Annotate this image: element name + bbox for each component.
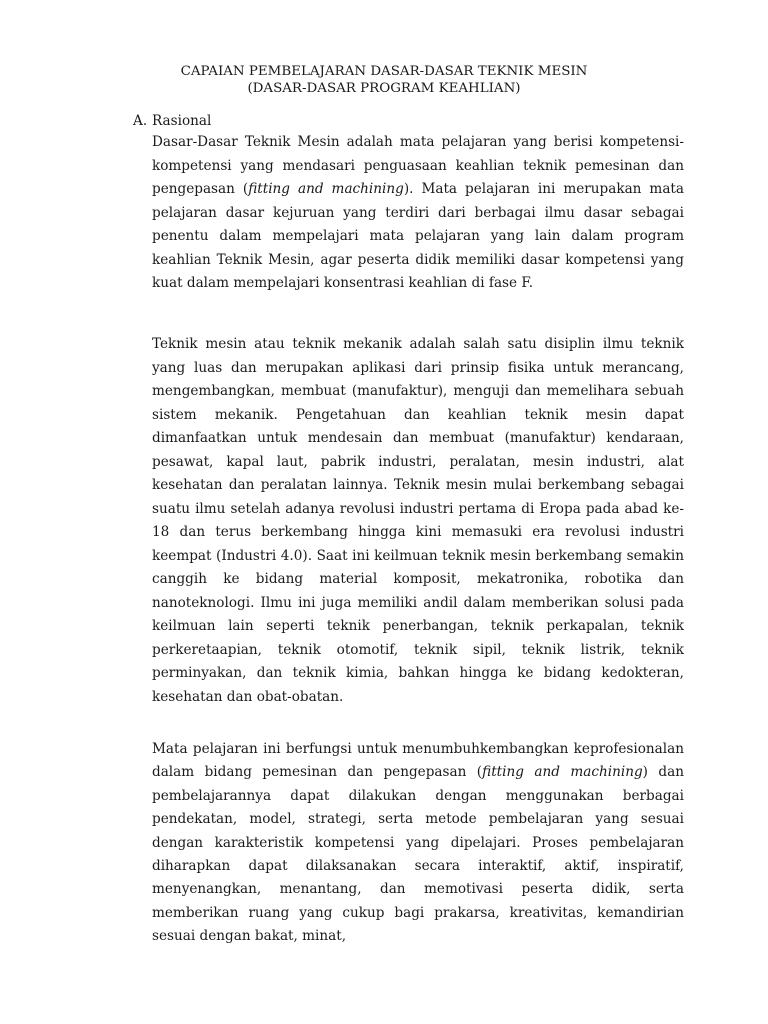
section-letter: A. <box>133 113 148 129</box>
paragraph-1 <box>152 131 684 296</box>
document-title-line-2: (DASAR-DASAR PROGRAM KEAHLIAN) <box>247 81 521 96</box>
paragraph-3-italic: fitting and machining <box>482 764 643 781</box>
paragraph-3-text-end: ) dan pembelajarannya dapat dilakukan dengan menggunakan berbagai pendekatan, model, strategi, serta metode pembelajaran yang sesuai dengan karakteristik kompetensi yang dipelajari. Proses pembelajaran diharapkan dapat dilaksanakan secara interaktif, aktif, inspiratif, menyenangkan, menantang, dan memotivasi peserta didik, serta memberikan ruang yang cukup bagi prakarsa, kreativitas, kemandirian sesuai dengan bakat, minat, <box>152 764 684 945</box>
document-title-line-1: CAPAIAN PEMBELAJARAN DASAR-DASAR TEKNIK MESIN <box>180 64 588 79</box>
paragraph-1-text-start: Dasar-Dasar Teknik Mesin adalah mata pelajaran yang berisi kompetensi-kompetensi yang mendasari penguasaan keahlian teknik pemesinan dan pengepasan ( <box>152 134 684 197</box>
paragraph-3 <box>152 738 684 949</box>
paragraph-3-text-start: Mata pelajaran ini berfungsi untuk menumbuhkembangkan keprofesionalan dalam bidang pemesinan dan pengepasan ( <box>152 741 684 781</box>
paragraph-1-italic: fitting and machining <box>248 181 404 197</box>
section-heading <box>133 112 211 130</box>
paragraph-2: Teknik mesin atau teknik mekanik adalah salah satu disiplin ilmu teknik yang luas dan merupakan aplikasi dari prinsip fisika untuk merancang, mengembangkan, membuat (manufaktur), menguji dan memelihara sebuah sistem mekanik. Pengetahuan dan keahlian teknik mesin dapat dimanfaatkan untuk mendesain dan membuat (manufaktur) kendaraan, pesawat, kapal laut, pabrik industri, peralatan, mesin industri, alat kesehatan dan peralatan lainnya. Teknik mesin mulai berkembang sebagai suatu ilmu setelah adanya revolusi industri pertama di Eropa pada abad ke-18 dan terus berkembang hingga kini memasuki era revolusi industri keempat (Industri 4.0). Saat ini keilmuan teknik mesin berkembang semakin canggih ke bidang material komposit, mekatronika, robotika dan nanoteknologi. Ilmu ini juga memiliki andil dalam memberikan solusi pada keilmuan lain seperti teknik penerbangan, teknik perkapalan, teknik perkeretaapian, teknik otomotif, teknik sipil, teknik listrik, teknik perminyakan, dan teknik kimia, bahkan hingga ke bidang kedokteran, kesehatan dan obat-obatan. <box>152 336 684 705</box>
section-title: Rasional <box>152 113 212 129</box>
paragraph-1-text-end: ). Mata pelajaran ini merupakan mata pelajaran dasar kejuruan yang terdiri dari berbagai ilmu dasar sebagai penentu dalam mempelajari mata pelajaran yang lain dalam program keahlian Teknik Mesin, agar peserta didik memiliki dasar kompetensi yang kuat dalam mempelajari konsentrasi keahlian di fase F. <box>152 181 684 291</box>
